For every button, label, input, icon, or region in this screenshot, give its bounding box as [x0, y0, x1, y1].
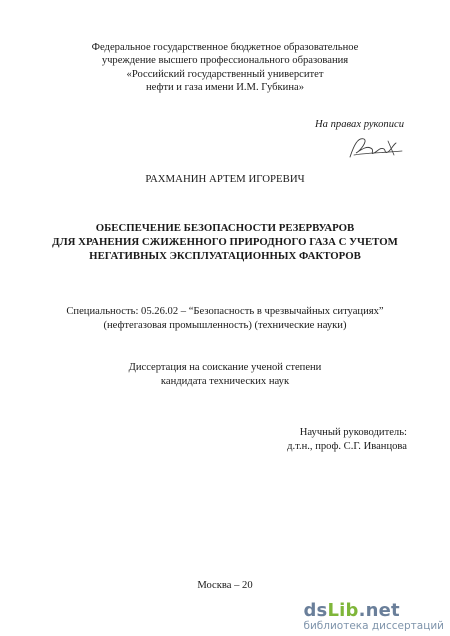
title-line: ОБЕСПЕЧЕНИЕ БЕЗОПАСНОСТИ РЕЗЕРВУАРОВ — [95, 222, 355, 234]
logo-part-lib: Lib — [327, 600, 359, 621]
degree-line: кандидата технических наук — [160, 376, 290, 387]
institution-block — [0, 41, 450, 94]
title-line: НЕГАТИВНЫХ ЭКСПЛУАТАЦИОННЫХ ФАКТОРОВ — [89, 250, 361, 262]
logo-part-net: .net — [358, 600, 400, 621]
specialty-line: (нефтегазовая промышленность) (технические науки) — [103, 320, 347, 331]
dslib-logo — [303, 602, 444, 620]
dslib-watermark — [303, 602, 444, 632]
specialty-line: Специальность: 05.26.02 – “Безопасность в чрезвычайных ситуациях” — [66, 306, 384, 317]
watermark-subtitle: библиотека диссертаций — [303, 620, 444, 632]
specialty-block — [0, 305, 450, 333]
dissertation-title — [0, 221, 450, 263]
title-line: ДЛЯ ХРАНЕНИЯ СЖИЖЕННОГО ПРИРОДНОГО ГАЗА С УЧЕТОМ — [52, 236, 398, 248]
supervisor-name: д.т.н., проф. С.Г. Иванцова — [287, 441, 407, 452]
author-name: РАХМАНИН АРТЕМ ИГОРЕВИЧ — [145, 173, 305, 185]
city-year: Москва – 20 — [197, 580, 253, 591]
institution-line: «Российский государственный университет — [126, 68, 324, 80]
supervisor-block — [287, 426, 407, 454]
logo-part-ds: ds — [303, 600, 328, 621]
manuscript-note: На правах рукописи — [315, 119, 404, 130]
institution-line: учреждение высшего профессионального образования — [101, 55, 349, 67]
degree-block — [0, 361, 450, 389]
institution-line: нефти и газа имени И.М. Губкина» — [145, 81, 305, 93]
institution-line: Федеральное государственное бюджетное образовательное — [91, 42, 359, 53]
degree-line: Диссертация на соискание ученой степени — [128, 362, 322, 373]
signature-image — [344, 131, 404, 163]
supervisor-label: Научный руководитель: — [299, 427, 407, 438]
